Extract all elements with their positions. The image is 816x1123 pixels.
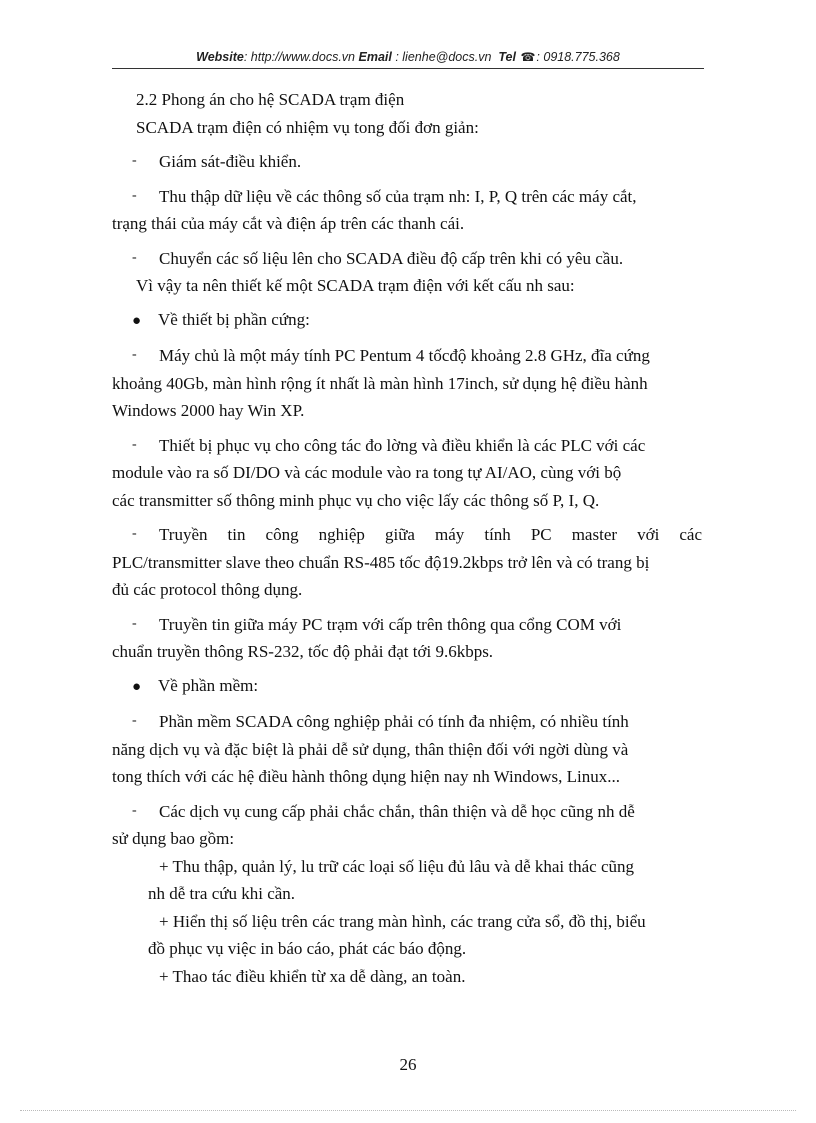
dash-marker: - (132, 802, 137, 818)
page-header (112, 50, 704, 64)
header-divider (112, 68, 704, 69)
telephone-icon: ☎ (520, 50, 536, 64)
sub-item: + Hiển thị số liệu trên các trang màn hình, các trang cửa sổ, đồ thị, biểu (159, 911, 646, 931)
list-item: - Phần mềm SCADA công nghiệp phải có tính đa nhiệm, có nhiều tính (112, 707, 702, 736)
dash-marker: - (132, 526, 137, 541)
list-item: - Các dịch vụ cung cấp phải chắc chắn, thân thiện và dễ học cũng nh dễ (112, 797, 702, 826)
paragraph-line: đồ phục vụ việc in báo cáo, phát các báo động. (148, 939, 467, 958)
paragraph-line: sử dụng bao gồm: (112, 829, 235, 848)
dash-marker: - (132, 347, 137, 362)
email-value: : lienhe@docs.vn (391, 50, 492, 64)
dash-marker: - (132, 615, 137, 631)
paragraph-line: PLC/transmitter slave theo chuẩn RS-485 tốc độ19.2kbps trở lên và có trang bị (112, 552, 650, 572)
website-label: Website (196, 50, 244, 64)
tel-label: Tel (498, 50, 516, 64)
paragraph-line: năng dịch vụ và đặc biệt là phải dễ sử dụng, thân thiện đối với ngời dùng và (112, 739, 629, 759)
dash-marker: - (132, 187, 137, 203)
sub-item: + Thu thập, quản lý, lu trữ các loại số liệu đủ lâu và dễ khai thác cũng (159, 856, 634, 876)
list-item: - Thiết bị phục vụ cho công tác đo lờng và điều khiển là các PLC với các (112, 431, 702, 460)
paragraph-line: nh dễ tra cứu khi cần. (148, 884, 296, 903)
list-item: - Truyền tin công nghiệp giữa máy tính PC master với các (112, 520, 702, 549)
section-heading: 2.2 Phong án cho hệ SCADA trạm điện (136, 90, 405, 109)
paragraph-line: Windows 2000 hay Win XP. (112, 401, 305, 420)
paragraph-line: module vào ra số DI/DO và các module vào ra tong tự AI/AO, cùng với bộ (112, 463, 622, 482)
list-item: - Truyền tin giữa máy PC trạm với cấp trên thông qua cổng COM với (112, 610, 702, 639)
footer-divider (20, 1110, 796, 1111)
website-value: : http://www.docs.vn (243, 50, 356, 64)
sub-item: + Thao tác điều khiển từ xa dễ dàng, an toàn. (159, 966, 466, 986)
dash-marker: - (132, 713, 137, 728)
list-item: - Chuyển các số liệu lên cho SCADA điều độ cấp trên khi có yêu cầu. (112, 244, 702, 273)
paragraph-line: chuẩn truyền thông RS-232, tốc độ phải đạt tới 9.6kbps. (112, 642, 494, 661)
dash-marker: - (132, 153, 137, 168)
list-item: - Máy chủ là một máy tính PC Pentum 4 tốcđộ khoảng 2.8 GHz, đĩa cứng (112, 341, 702, 370)
bullet-heading: ● Về phần mềm: (112, 672, 702, 702)
paragraph-line: đủ các protocol thông dụng. (112, 580, 303, 599)
bullet-marker: ● (132, 312, 142, 329)
paragraph-line: Vì vậy ta nên thiết kế một SCADA trạm điện với kết cấu nh sau: (136, 276, 575, 295)
list-item: - Giám sát-điều khiển. (112, 147, 702, 176)
paragraph-line: tong thích với các hệ điều hành thông dụng hiện nay nh Windows, Linux... (112, 767, 620, 786)
paragraph-line: trạng thái của máy cắt và điện áp trên các thanh cái. (112, 214, 465, 233)
email-label: Email (358, 50, 392, 64)
tel-value: : 0918.775.368 (536, 50, 620, 64)
bullet-marker: ● (132, 678, 142, 695)
paragraph-line: các transmitter số thông minh phục vụ cho việc lấy các thông số P, I, Q. (112, 490, 600, 510)
document-body (112, 86, 702, 990)
list-item: - Thu thập dữ liệu về các thông số của trạm nh: I, P, Q trên các máy cắt, (112, 182, 702, 211)
paragraph-line: khoảng 40Gb, màn hình rộng ít nhất là màn hình 17inch, sử dụng hệ điều hành (112, 373, 648, 393)
dash-marker: - (132, 249, 137, 265)
paragraph-line: SCADA trạm điện có nhiệm vụ tong đối đơn giản: (136, 117, 479, 137)
bullet-heading: ● Về thiết bị phần cứng: (112, 306, 702, 336)
dash-marker: - (132, 436, 137, 452)
page-number: 26 (399, 1055, 417, 1074)
